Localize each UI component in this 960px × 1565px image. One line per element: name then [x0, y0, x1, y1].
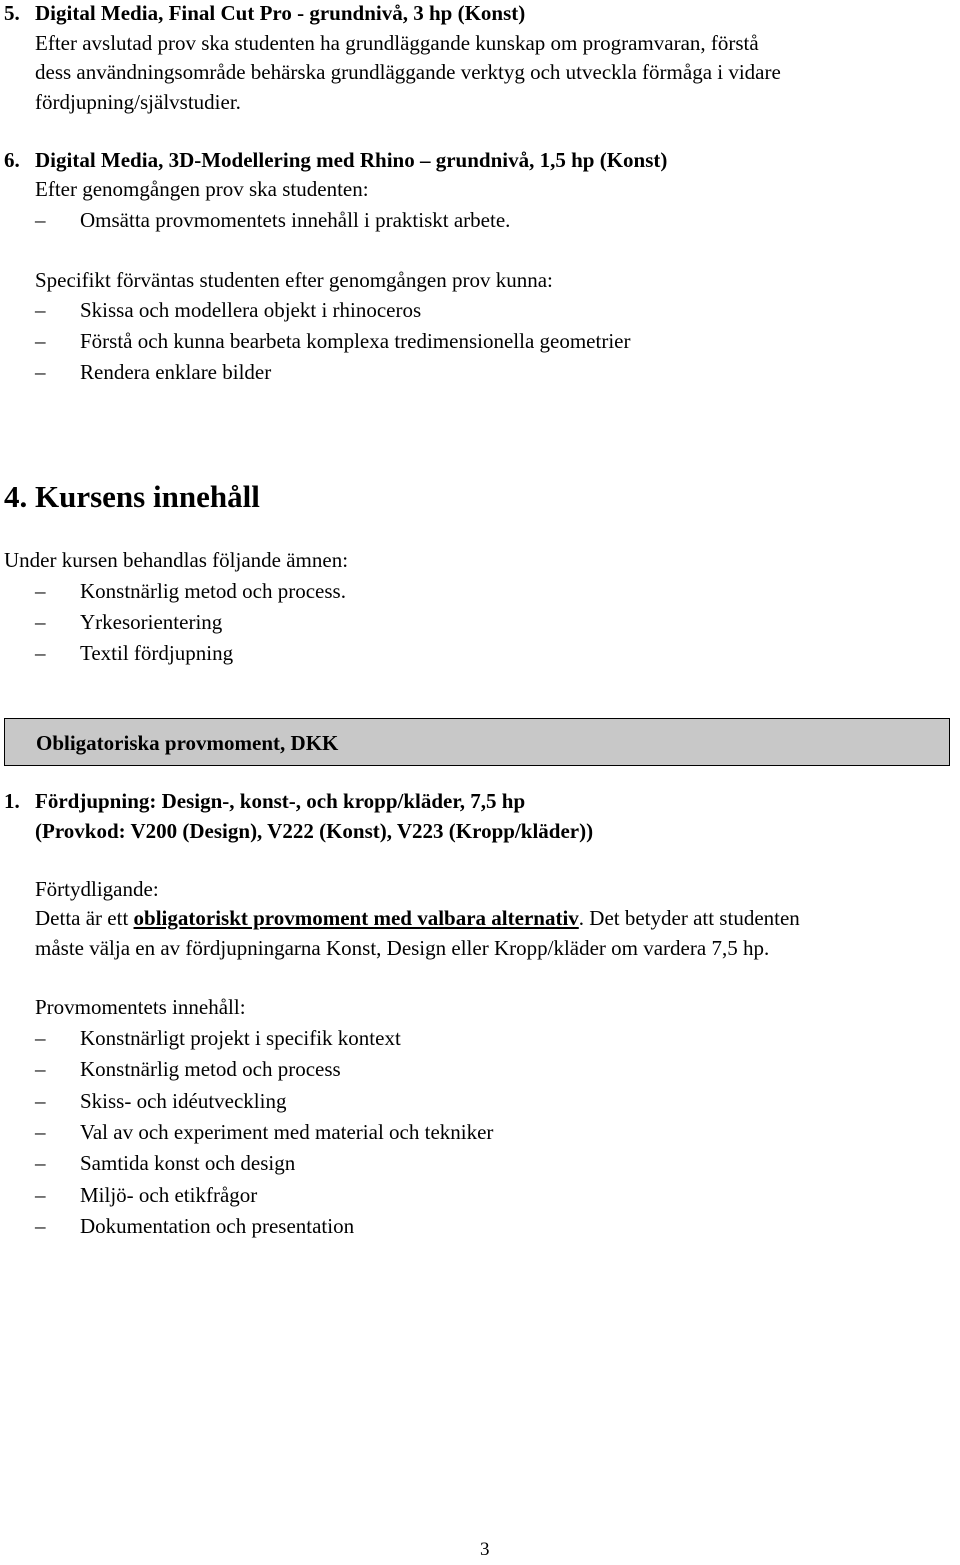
- section-5-number: 5.: [4, 1, 20, 25]
- list-item: Konstnärligt projekt i specifik kontext: [80, 1026, 401, 1050]
- section-5-title: Digital Media, Final Cut Pro - grundnivå, 3 hp (Konst): [35, 1, 526, 25]
- dash-icon: –: [35, 298, 46, 322]
- module-1-codes: (Provkod: V200 (Design), V222 (Konst), V223 (Kropp/kläder)): [35, 819, 594, 843]
- list-item: Skiss- och idéutveckling: [80, 1089, 287, 1113]
- dash-icon: –: [35, 1057, 46, 1081]
- clarification-label: Förtydligande:: [35, 877, 159, 901]
- section-4-intro: Under kursen behandlas följande ämnen:: [4, 548, 349, 572]
- dash-icon: –: [35, 1151, 46, 1175]
- clarification-post: . Det betyder att studenten: [578, 906, 800, 930]
- dash-icon: –: [35, 579, 46, 603]
- list-item: Samtida konst och design: [80, 1151, 296, 1175]
- page-number: 3: [480, 1539, 490, 1560]
- list-item: Yrkesorientering: [80, 610, 223, 634]
- dash-icon: –: [35, 208, 46, 232]
- module-1-title: Fördjupning: Design-, konst-, och kropp/kläder, 7,5 hp: [35, 789, 526, 813]
- list-item: Miljö- och etikfrågor: [80, 1183, 258, 1207]
- dash-icon: –: [35, 1183, 46, 1207]
- list-item: Konstnärlig metod och process.: [80, 579, 346, 603]
- dash-icon: –: [35, 641, 46, 665]
- dash-icon: –: [35, 1214, 46, 1238]
- section-4-heading: 4. Kursens innehåll: [4, 479, 260, 514]
- list-item: Förstå och kunna bearbeta komplexa tredimensionella geometrier: [80, 329, 631, 353]
- dash-icon: –: [35, 610, 46, 634]
- section-5-line-2: dess användningsområde behärska grundläggande verktyg och utveckla förmåga i vidare: [35, 60, 781, 84]
- dash-icon: –: [35, 329, 46, 353]
- list-item: Konstnärlig metod och process: [80, 1057, 341, 1081]
- section-5-line-3: fördjupning/självstudier.: [35, 90, 241, 114]
- dash-icon: –: [35, 1089, 46, 1113]
- clarification-emphasis: obligatoriskt provmoment med valbara alternativ: [133, 906, 579, 930]
- content-label: Provmomentets innehåll:: [35, 995, 246, 1019]
- list-item: Dokumentation och presentation: [80, 1214, 355, 1238]
- clarification-line-2: måste välja en av fördjupningarna Konst, Design eller Kropp/kläder om vardera 7,5 hp.: [35, 936, 770, 960]
- list-item: Val av och experiment med material och tekniker: [80, 1120, 494, 1144]
- banner-label: Obligatoriska provmoment, DKK: [36, 731, 339, 755]
- section-6-title: Digital Media, 3D-Modellering med Rhino – grundnivå, 1,5 hp (Konst): [35, 148, 668, 172]
- section-6-intro-2: Specifikt förväntas studenten efter genomgången prov kunna:: [35, 268, 553, 292]
- list-item: Skissa och modellera objekt i rhinoceros: [80, 298, 422, 322]
- dash-icon: –: [35, 1026, 46, 1050]
- section-6-intro: Efter genomgången prov ska studenten:: [35, 177, 369, 201]
- list-item: Rendera enklare bilder: [80, 360, 272, 384]
- dash-icon: –: [35, 1120, 46, 1144]
- clarification-pre: Detta är ett: [35, 906, 134, 930]
- section-5-line-1: Efter avslutad prov ska studenten ha grundläggande kunskap om programvaran, förstå: [35, 31, 759, 55]
- list-item: Omsätta provmomentets innehåll i praktiskt arbete.: [80, 208, 511, 232]
- section-6-number: 6.: [4, 148, 20, 172]
- list-item: Textil fördjupning: [80, 641, 234, 665]
- clarification-line-1: [35, 903, 800, 934]
- module-1-number: 1.: [4, 789, 20, 813]
- dash-icon: –: [35, 360, 46, 384]
- mandatory-modules-banner: [4, 718, 950, 766]
